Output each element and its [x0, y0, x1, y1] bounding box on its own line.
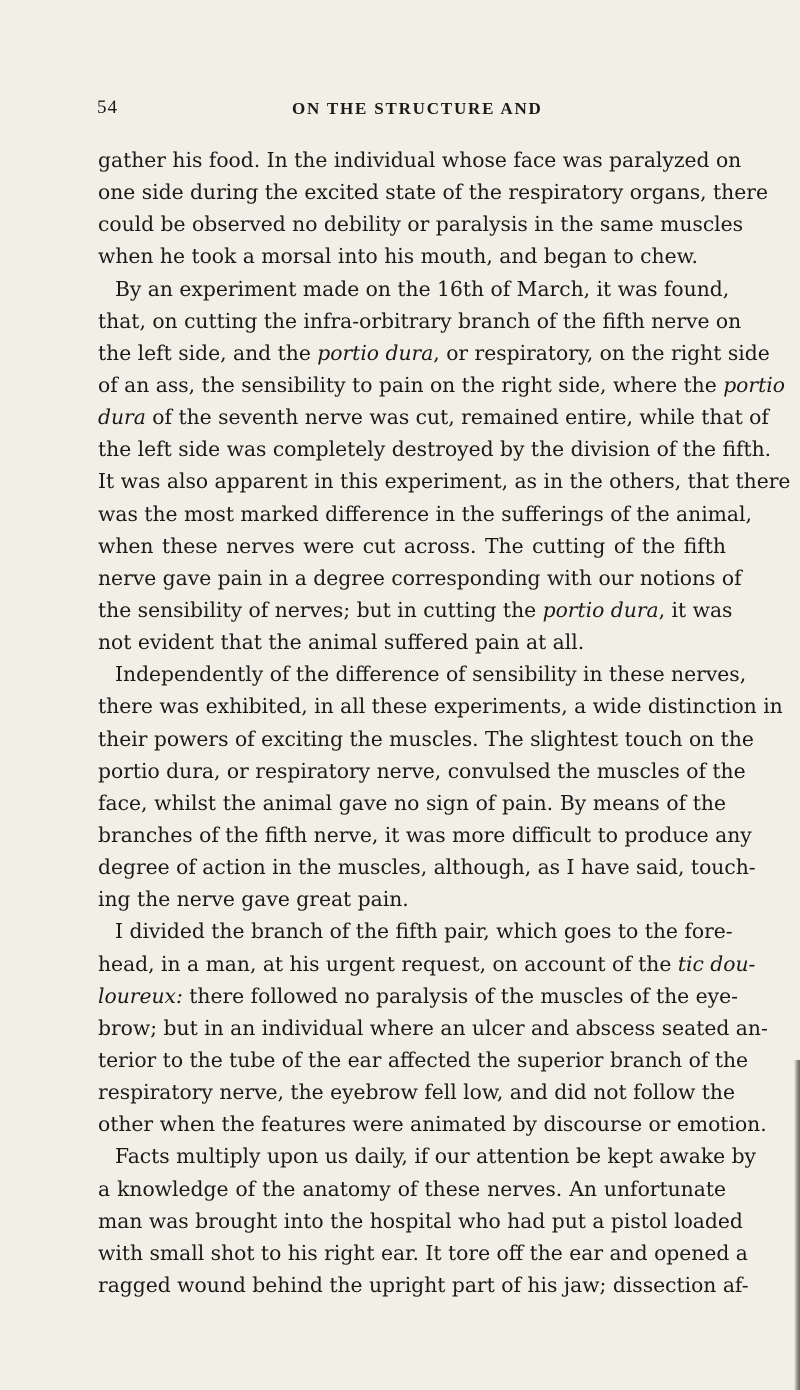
text-line: the left side, and the portio dura, or respiratory, on the right side: [98, 340, 770, 365]
body-text: [98, 144, 791, 1301]
text-line: brow; but in an individual where an ulcer and abscess seated an-: [98, 1015, 768, 1040]
text-line: respiratory nerve, the eyebrow fell low, and did not follow the: [98, 1080, 735, 1105]
text-line: when these nerves were cut across. The cutting of the fifth: [98, 533, 726, 558]
text-line: Independently of the difference of sensibility in these nerves,: [115, 662, 747, 687]
page-header: [97, 97, 727, 127]
text-line: ing the nerve gave great pain.: [98, 887, 409, 912]
text-line: head, in a man, at his urgent request, on account of the tic dou-: [98, 951, 756, 976]
text-line: man was brought into the hospital who had put a pistol loaded: [98, 1208, 743, 1233]
text-line: not evident that the animal suffered pain at all.: [98, 630, 585, 655]
text-line: their powers of exciting the muscles. The slightest touch on the: [98, 726, 754, 751]
text-line: portio dura, or respiratory nerve, convulsed the muscles of the: [98, 758, 746, 783]
page-edge-shadow: [794, 1060, 800, 1390]
text-line: gather his food. In the individual whose face was paralyzed on: [98, 148, 742, 172]
text-line: there was exhibited, in all these experiments, a wide distinction in: [98, 694, 783, 719]
text-line: terior to the tube of the ear affected the superior branch of the: [98, 1047, 749, 1072]
text-line: I divided the branch of the fifth pair, which goes to the fore-: [115, 919, 733, 944]
text-line: could be observed no debility or paralysis in the same muscles: [98, 212, 744, 237]
text-line: one side during the excited state of the respiratory organs, there: [98, 180, 768, 205]
text-line: face, whilst the animal gave no sign of pain. By means of the: [98, 790, 726, 815]
running-head: ON THE STRUCTURE AND: [292, 99, 543, 118]
text-line: that, on cutting the infra-orbitrary branch of the fifth nerve on: [98, 308, 742, 333]
text-line: the sensibility of nerves; but in cutting the portio dura, it was: [98, 597, 733, 622]
text-line: loureux: there followed no paralysis of the muscles of the eye-: [98, 983, 738, 1008]
text-line: By an experiment made on the 16th of March, it was found,: [115, 276, 730, 301]
text-line: Facts multiply upon us daily, if our attention be kept awake by: [115, 1144, 757, 1169]
text-line: degree of action in the muscles, although, as I have said, touch-: [98, 855, 756, 880]
text-line: a knowledge of the anatomy of these nerves. An unfortunate: [98, 1176, 726, 1201]
text-line: dura of the seventh nerve was cut, remained entire, while that of: [98, 405, 769, 430]
text-line: branches of the fifth nerve, it was more difficult to produce any: [98, 822, 752, 847]
text-line: It was also apparent in this experiment, as in the others, that there: [98, 469, 791, 494]
text-line: other when the features were animated by discourse or emotion.: [98, 1112, 767, 1137]
page-number: 54: [97, 97, 118, 118]
text-line: with small shot to his right ear. It tore off the ear and opened a: [98, 1240, 748, 1265]
text-line: the left side was completely destroyed by the division of the fifth.: [98, 437, 772, 462]
text-line: when he took a morsal into his mouth, and began to chew.: [98, 244, 699, 269]
text-line: ragged wound behind the upright part of his jaw; dissection af-: [98, 1272, 749, 1297]
text-line: was the most marked difference in the sufferings of the animal,: [98, 501, 752, 526]
text-line: nerve gave pain in a degree corresponding with our notions of: [98, 565, 742, 590]
text-line: of an ass, the sensibility to pain on the right side, where the portio: [98, 372, 785, 397]
